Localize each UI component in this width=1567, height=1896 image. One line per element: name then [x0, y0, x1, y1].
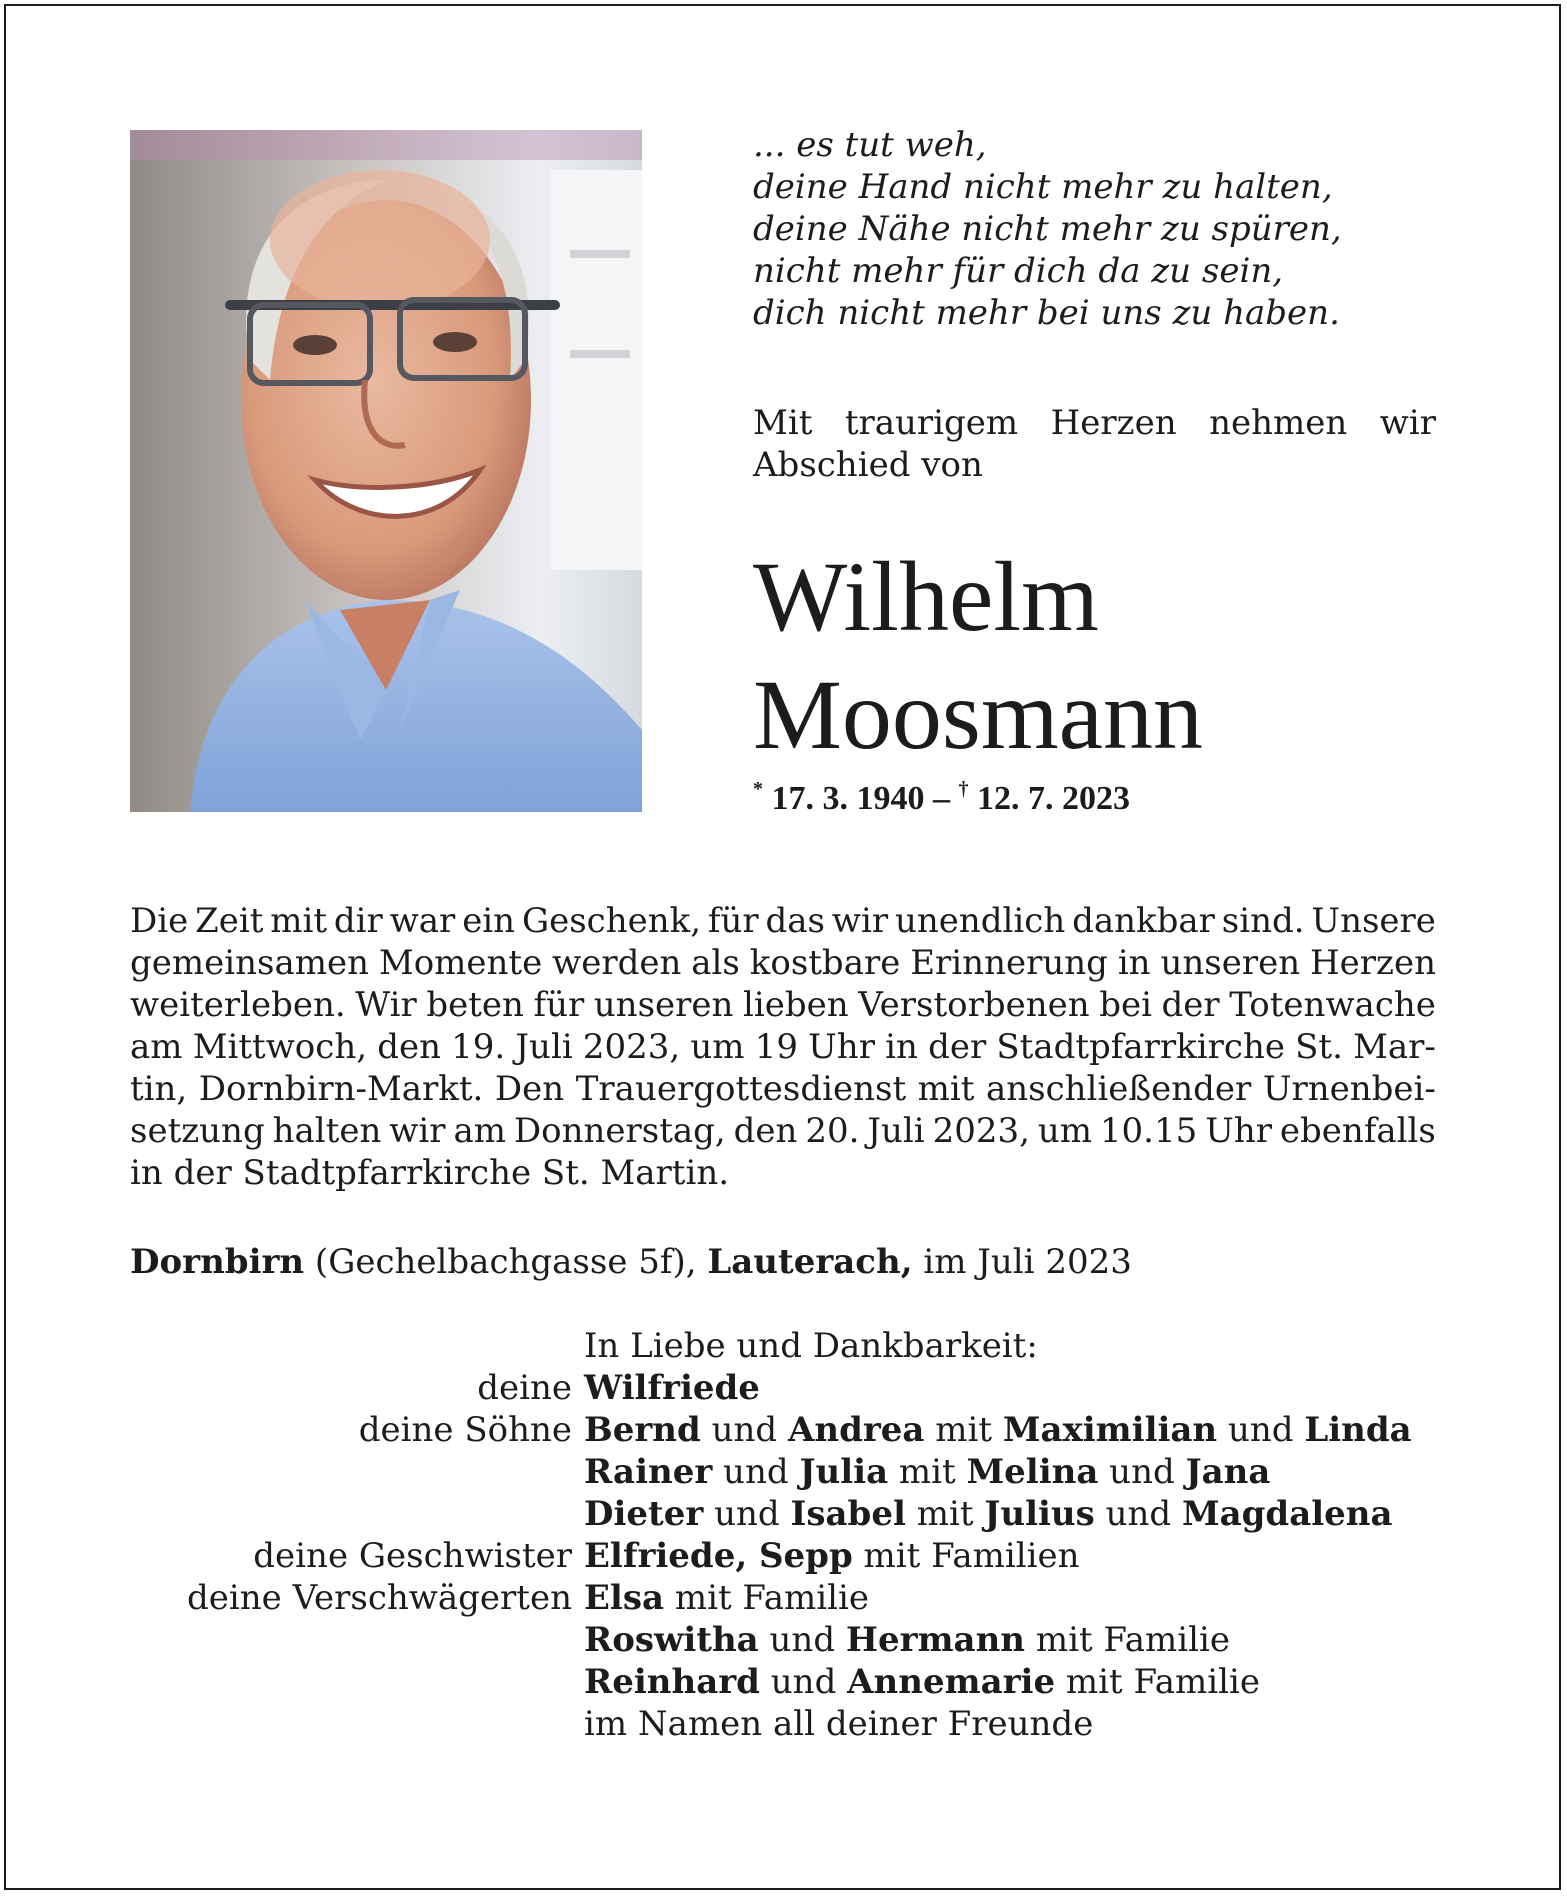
- body-word: sind.: [1221, 901, 1305, 941]
- body-word: halten: [272, 1111, 382, 1151]
- mourner-names: [584, 1619, 1230, 1661]
- mourner-name: Wilfriede: [584, 1368, 760, 1408]
- body-word: Totenwache: [1229, 985, 1436, 1025]
- body-word: St.: [1295, 1027, 1343, 1067]
- mourner-row: [130, 1493, 1412, 1535]
- body-word: Herzen: [1310, 943, 1436, 983]
- body-line: [130, 900, 1436, 942]
- body-word: ebenfalls: [1279, 1111, 1436, 1151]
- mourner-name: Magdalena: [1181, 1494, 1393, 1534]
- relation-label: deine Verschwägerten: [187, 1578, 572, 1618]
- poem-line: deine Hand nicht mehr zu halten,: [753, 167, 1333, 207]
- intro-line-1: [753, 402, 1436, 444]
- body-word: den: [377, 1027, 441, 1067]
- body-word: Unsere: [1311, 901, 1436, 941]
- body-word: 19: [754, 1027, 798, 1067]
- poem: [753, 124, 1342, 334]
- body-word: Verstorbenen: [858, 985, 1090, 1025]
- body-word: unendlich: [894, 901, 1066, 941]
- mourner-names: [584, 1535, 1080, 1577]
- poem-line: nicht mehr für dich da zu sein,: [753, 251, 1284, 291]
- mourner-name: Rainer: [584, 1452, 713, 1492]
- intro-word: wir: [1379, 403, 1436, 443]
- mourner-names: [584, 1661, 1260, 1703]
- month-year: im Juli 2023: [912, 1242, 1132, 1282]
- mourner-name: Dieter: [584, 1494, 704, 1534]
- connector-text: mit Familie: [1025, 1620, 1230, 1660]
- death-date: 12. 7. 2023: [977, 780, 1130, 817]
- connector-text: mit Familie: [1055, 1662, 1261, 1702]
- mourners-list: [130, 1325, 1412, 1745]
- intro-word: Herzen: [1050, 403, 1177, 443]
- body-word: um: [690, 1027, 745, 1067]
- body-word: für: [533, 985, 585, 1025]
- mourner-row: [130, 1703, 1412, 1745]
- poem-line: ... es tut weh,: [753, 125, 987, 165]
- body-word: Juli: [867, 1111, 925, 1151]
- mourner-row: [130, 1535, 1412, 1577]
- body-word: war: [389, 901, 456, 941]
- body-word: Urnenbei-: [1262, 1069, 1436, 1109]
- body-word: werden: [552, 943, 682, 983]
- mourner-name: Linda: [1304, 1410, 1412, 1450]
- mourner-name: Isabel: [790, 1494, 906, 1534]
- mourner-name: Roswitha: [584, 1620, 759, 1660]
- connector-text: und: [759, 1662, 848, 1702]
- body-word: den: [733, 1111, 798, 1151]
- relation-label: [130, 1661, 584, 1703]
- intro-word: Mit: [753, 403, 813, 443]
- connector-text: und: [758, 1620, 846, 1660]
- relation-label: deine Geschwister: [253, 1536, 572, 1576]
- body-word: kostbare: [749, 943, 901, 983]
- body-word: 2023,: [932, 1111, 1030, 1151]
- body-word: das: [765, 901, 825, 941]
- body-word: Mar-: [1353, 1027, 1436, 1067]
- body-word: in: [1117, 943, 1151, 983]
- connector-text: und: [703, 1494, 791, 1534]
- body-word: Uhr: [1205, 1111, 1272, 1151]
- connector-text: mit: [888, 1452, 967, 1492]
- body-word: Geschenk,: [521, 901, 702, 941]
- relation-label: deine: [477, 1368, 572, 1408]
- body-word: dir: [333, 901, 383, 941]
- mourner-row: [130, 1577, 1412, 1619]
- body-word: tin,: [130, 1069, 188, 1109]
- body-word: 2023,: [582, 1027, 681, 1067]
- body-word: Zeit: [195, 901, 264, 941]
- poem-line: dich nicht mehr bei uns zu haben.: [753, 293, 1340, 333]
- life-dates: [753, 778, 1130, 818]
- body-word: unseren: [1160, 943, 1301, 983]
- mourner-name: Bernd: [584, 1410, 701, 1450]
- relation-label: [130, 1619, 584, 1661]
- relation-label: [130, 1703, 584, 1745]
- relation-label: deine Söhne: [358, 1410, 572, 1450]
- portrait-illustration: [130, 130, 642, 812]
- body-word: um: [1037, 1111, 1092, 1151]
- mourner-name: Elfriede, Sepp: [584, 1536, 853, 1576]
- relation-label: [130, 1493, 584, 1535]
- intro-text: [753, 402, 1436, 486]
- mourner-names: [584, 1703, 1093, 1745]
- connector-text: mit Familie: [664, 1578, 869, 1618]
- body-word: Dornbirn-Markt.: [198, 1069, 484, 1109]
- body-word: dankbar: [1072, 901, 1215, 941]
- body-word: mit: [917, 1069, 975, 1109]
- deceased-name: [753, 538, 1203, 774]
- body-word: am: [453, 1111, 506, 1151]
- body-word: ein: [462, 901, 516, 941]
- body-word: Stadtpfarrkirche: [996, 1027, 1285, 1067]
- body-word: wir: [831, 901, 889, 941]
- birth-date: 17. 3. 1940: [771, 780, 925, 817]
- mourner-name: Maximilian: [1002, 1410, 1218, 1450]
- portrait-photo: [130, 130, 642, 812]
- body-word: weiterleben.: [130, 985, 346, 1025]
- mourner-name: Hermann: [845, 1620, 1026, 1660]
- body-word: 20.: [805, 1111, 860, 1151]
- mourner-name: Melina: [966, 1452, 1099, 1492]
- body-word: setzung: [130, 1111, 265, 1151]
- mourner-row: [130, 1367, 1412, 1409]
- intro-line-2: Abschied von: [753, 445, 983, 485]
- body-word: Mittwoch,: [192, 1027, 368, 1067]
- body-word: der: [928, 1027, 987, 1067]
- birth-symbol: *: [753, 778, 763, 800]
- mourner-names: [584, 1409, 1412, 1451]
- body-word: 10.15: [1099, 1111, 1198, 1151]
- mourner-name: Reinhard: [584, 1662, 760, 1702]
- mourner-names: [584, 1577, 869, 1619]
- body-word: in: [885, 1027, 918, 1067]
- body-word: am: [130, 1027, 183, 1067]
- body-word: Den: [494, 1069, 565, 1109]
- mourner-row: [130, 1409, 1412, 1451]
- mourner-name: Julius: [984, 1494, 1095, 1534]
- body-word: als: [691, 943, 740, 983]
- mourner-names: [584, 1451, 1270, 1493]
- body-line: [130, 942, 1436, 984]
- body-line: [130, 1110, 1436, 1152]
- connector-text: mit Familien: [852, 1536, 1080, 1576]
- mourner-row: [130, 1451, 1412, 1493]
- body-word: beten: [426, 985, 524, 1025]
- connector-text: und: [712, 1452, 800, 1492]
- connector-text: und: [1094, 1494, 1182, 1534]
- connector-text: und: [700, 1410, 788, 1450]
- body-line: [130, 1152, 1436, 1194]
- body-word: Juli: [515, 1027, 573, 1067]
- mourner-name: Annemarie: [847, 1662, 1056, 1702]
- body-word: Uhr: [808, 1027, 875, 1067]
- last-name: Moosmann: [753, 659, 1203, 770]
- announcement-body: [130, 900, 1436, 1194]
- body-word: Trauergottesdienst: [575, 1069, 907, 1109]
- place-and-date: [130, 1241, 1132, 1283]
- connector-text: im Namen all deiner Freunde: [584, 1704, 1094, 1744]
- body-word: unseren: [593, 985, 734, 1025]
- body-word: 19.: [451, 1027, 506, 1067]
- mourner-names: [584, 1493, 1393, 1535]
- body-word: lieben: [742, 985, 849, 1025]
- body-word: Wir: [355, 985, 417, 1025]
- body-word: Die: [130, 901, 189, 941]
- mourner-name: Elsa: [584, 1578, 665, 1618]
- intro-word: nehmen: [1209, 403, 1348, 443]
- connector-text: mit: [905, 1494, 985, 1534]
- body-word: Donnerstag,: [513, 1111, 726, 1151]
- body-word: bei: [1099, 985, 1152, 1025]
- mourners-heading-row: [130, 1325, 1412, 1367]
- body-word: für: [707, 901, 759, 941]
- poem-line: deine Nähe nicht mehr zu spüren,: [753, 209, 1342, 249]
- body-word: Erinnerung: [910, 943, 1108, 983]
- connector-text: und: [1217, 1410, 1305, 1450]
- mourner-name: Jana: [1185, 1452, 1271, 1492]
- intro-word: traurigem: [844, 403, 1019, 443]
- address: (Gechelbachgasse 5f),: [304, 1242, 708, 1282]
- mourner-row: [130, 1619, 1412, 1661]
- first-name: Wilhelm: [753, 541, 1099, 652]
- body-line-text: in der Stadtpfarrkirche St. Martin.: [130, 1153, 730, 1193]
- date-separator: –: [924, 780, 959, 817]
- death-symbol: †: [958, 778, 969, 800]
- body-word: Momente: [378, 943, 543, 983]
- connector-text: mit: [924, 1410, 1003, 1450]
- body-word: anschließender: [986, 1069, 1252, 1109]
- mourner-row: [130, 1661, 1412, 1703]
- mourner-name: Julia: [799, 1452, 889, 1492]
- body-word: der: [1161, 985, 1220, 1025]
- city-dornbirn: Dornbirn: [130, 1242, 305, 1282]
- body-word: wir: [389, 1111, 446, 1151]
- body-line: [130, 1068, 1436, 1110]
- mourners-heading: In Liebe und Dankbarkeit:: [584, 1326, 1038, 1366]
- city-lauterach: Lauterach,: [707, 1242, 913, 1282]
- body-line: [130, 984, 1436, 1026]
- mourner-name: Andrea: [787, 1410, 925, 1450]
- body-word: gemeinsamen: [130, 943, 369, 983]
- connector-text: und: [1098, 1452, 1186, 1492]
- mourner-names: [584, 1367, 760, 1409]
- body-word: mit: [270, 901, 328, 941]
- body-line: [130, 1026, 1436, 1068]
- relation-label: [130, 1451, 584, 1493]
